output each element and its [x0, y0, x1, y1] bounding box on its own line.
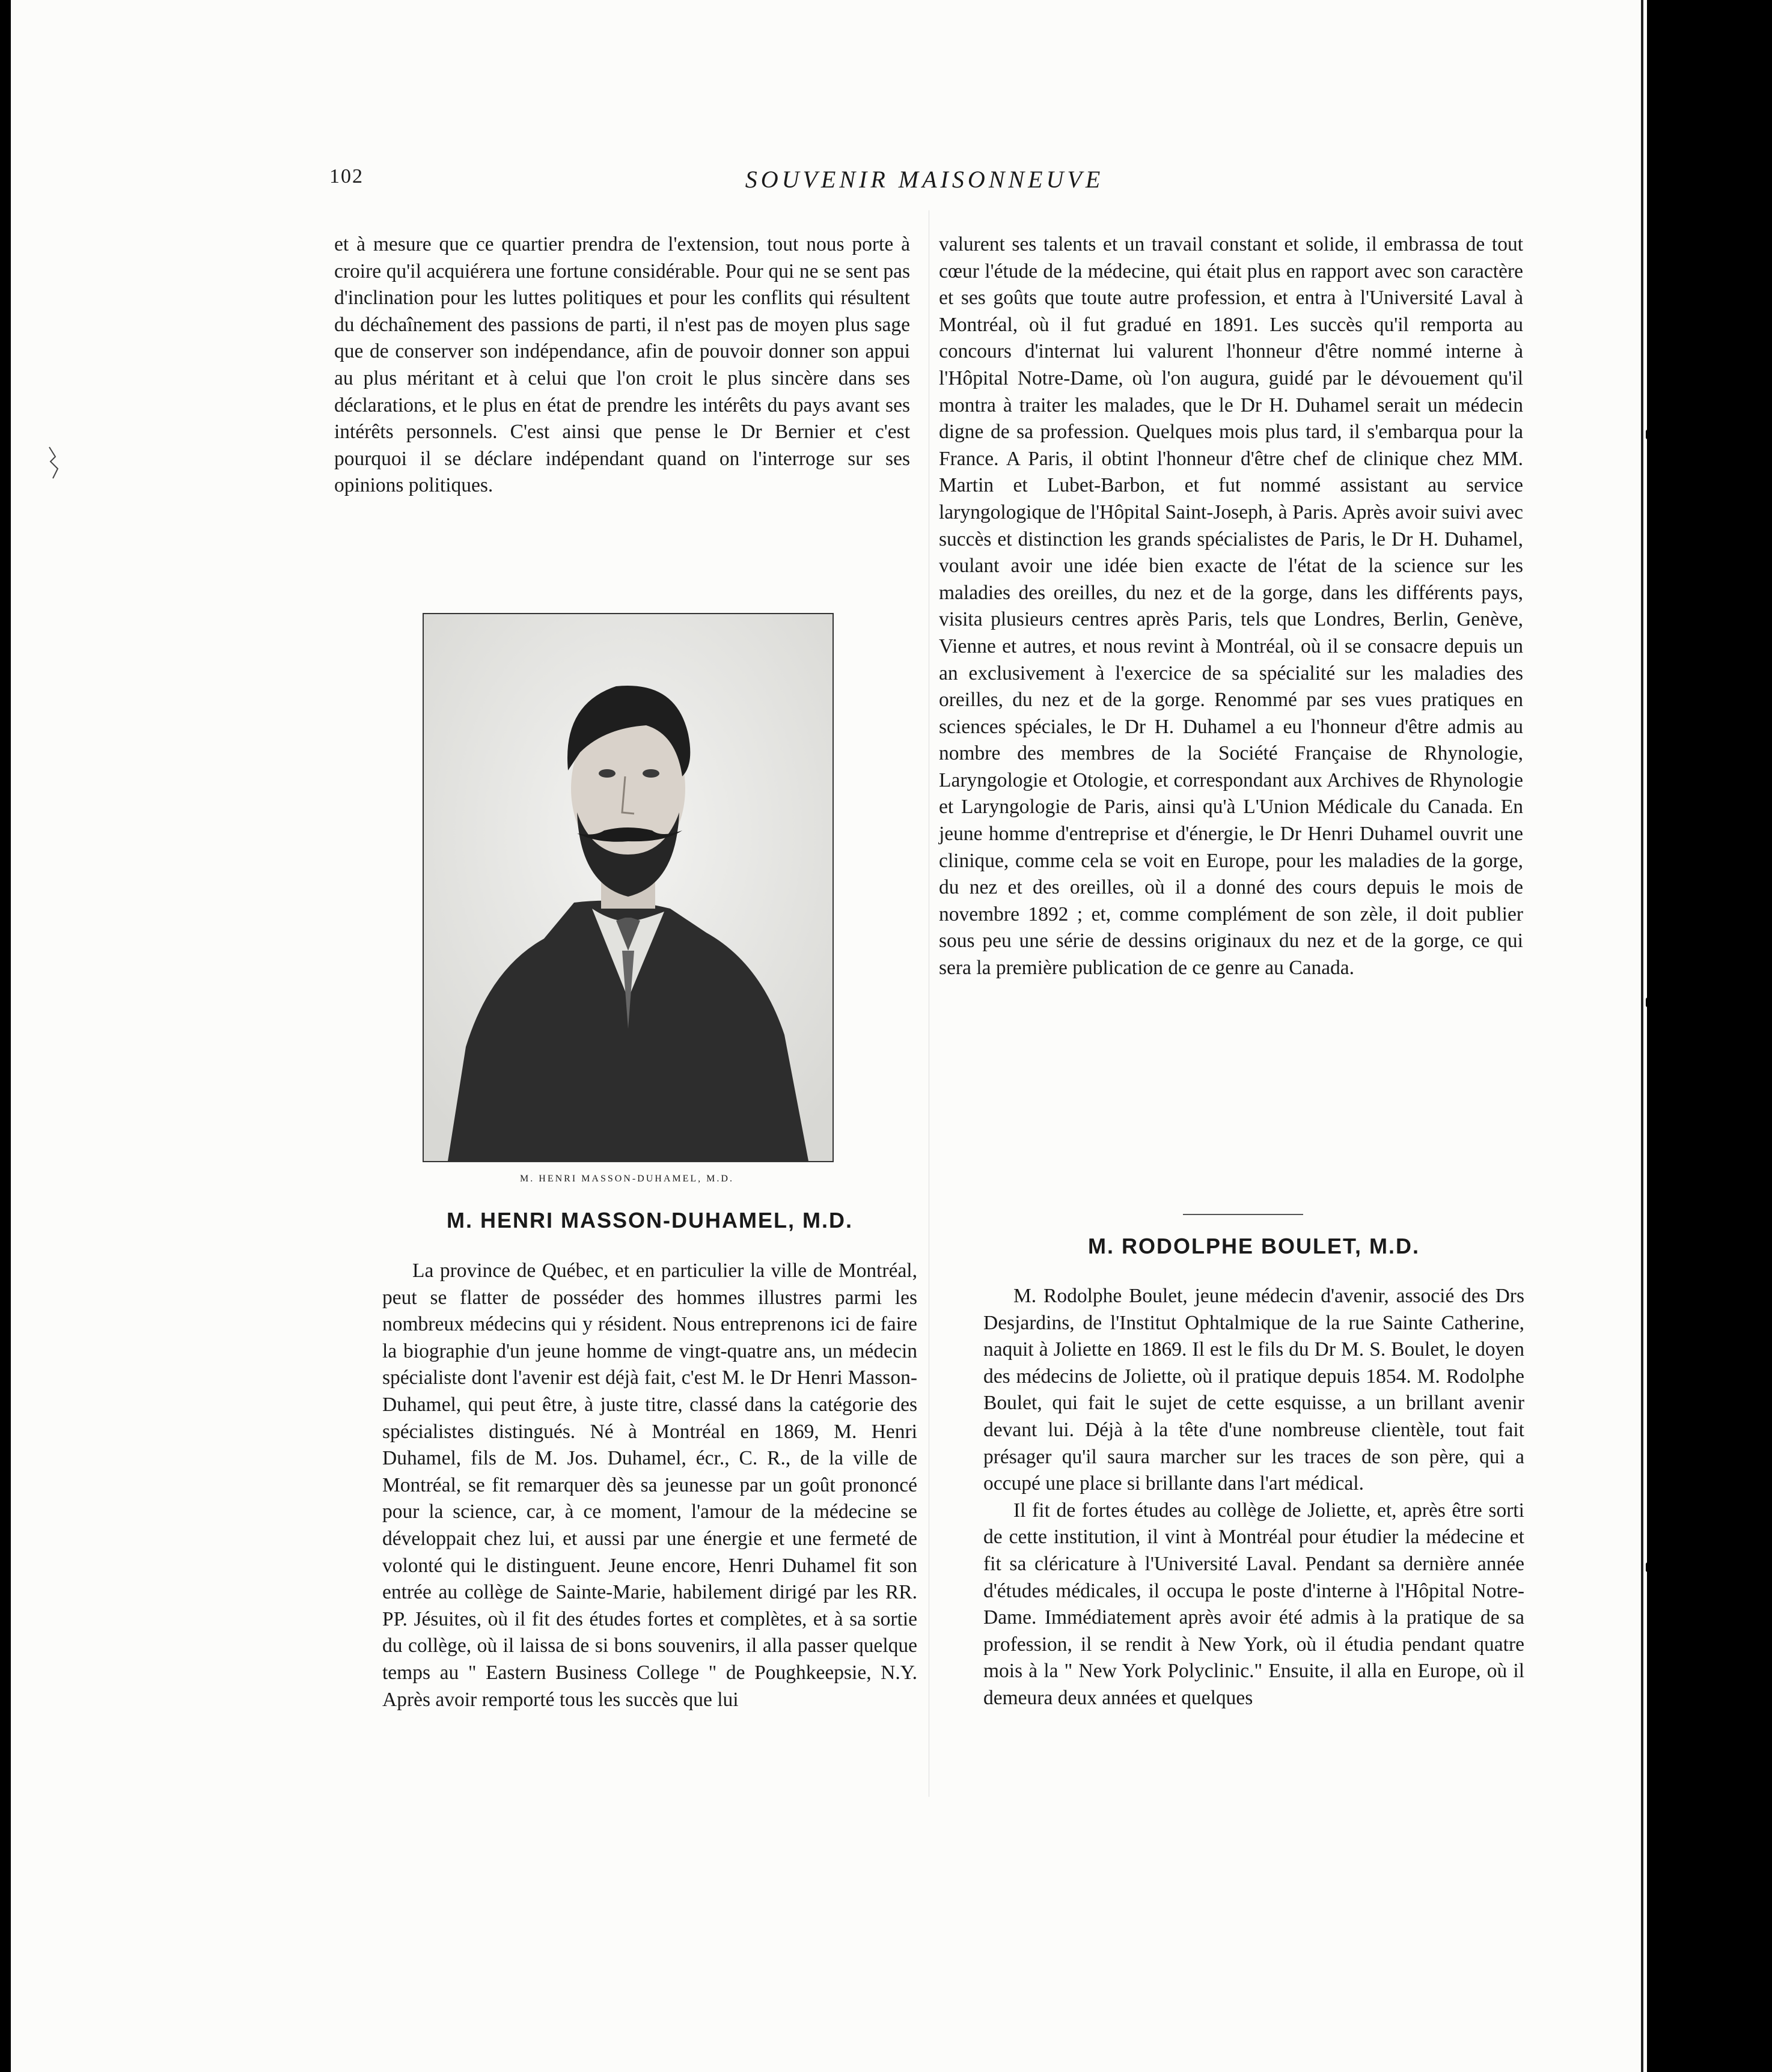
book-page [11, 0, 1647, 2072]
paragraph: et à mesure que ce quartier prendra de l'extension, tout nous porte à croire qu'il acquiérera une fortune considérable. Pour qui ne se sent pas d'inclination pour les luttes politiques et pour les conflits qui résultent du déchaînement des passions de parti, il n'est pas de moyen plus sage que de conserver son indépendance, afin de pouvoir donner son appui au plus méritant et à celui que l'on croit le plus sincère dans ses déclarations, et le plus en état de prendre les intérêts du pays avant ses intérêts personnels. C'est ainsi que pense le Dr Bernier et c'est pourquoi il se déclare indépendant quand on l'interroge sur ses opinions politiques. [334, 233, 910, 497]
page-number: 102 [329, 165, 364, 187]
right-column-bottom [983, 1283, 1524, 1712]
running-head [329, 165, 1520, 195]
portrait-photo [423, 613, 834, 1162]
portrait-caption: M. HENRI MASSON-DUHAMEL, M.D. [520, 1174, 734, 1184]
page-edge-line [1641, 0, 1643, 2072]
right-column-top [939, 231, 1523, 982]
left-column-bottom [382, 1258, 917, 1713]
running-title: SOUVENIR MAISONNEUVE [745, 166, 1104, 193]
section-rule [1183, 1214, 1303, 1215]
paragraph: M. Rodolphe Boulet, jeune médecin d'avenir, associé des Drs Desjardins, de l'Institut Ophtalmique de la rue Sainte Catherine, naquit à Joliette en 1869. Il est le fils du Dr M. S. Boulet, le doyen des médecins de Joliette, où il pratique depuis 1854. M. Rodolphe Boulet, qui fait le sujet de cette esquisse, a un brillant avenir devant lui. Déjà à la tête d'une nombreuse clientèle, tout fait présager qu'il saura marcher sur les traces de son père, qui a occupé une place si brillante dans l'art médical. [983, 1285, 1524, 1495]
scan-border [1647, 0, 1772, 2072]
margin-marks [47, 445, 65, 481]
paragraph: valurent ses talents et un travail constant et solide, il embrassa de tout cœur l'étude de la médecine, qui était plus en rapport avec son caractère et ses goûts que toute autre profession, et entra à l'Université Laval à Montréal, où il fut gradué en 1891. Les succès qu'il remporta au concours d'internat lui valurent l'honneur d'être nommé interne à l'Hôpital Notre-Dame, où l'on augura, guidé par le dévouement qu'il montra à traiter les malades, que le Dr H. Duhamel serait un médecin digne de sa profession. Quelques mois plus tard, il s'embarqua pour la France. A Paris, il obtint l'honneur d'être chef de clinique chez MM. Martin et Lubet-Barbon, et fut nommé assistant au service laryngologique de l'Hôpital Saint-Joseph, à Paris. Après avoir suivi avec succès et distinction les grands spécialistes de Paris, le Dr H. Duhamel, voulant avoir une idée bien exacte de l'état de la science sur les maladies des oreilles, du nez et de la gorge, dans les différents pays, visita plusieurs centres après Paris, tels que Londres, Berlin, Genève, Vienne et autres, et nous revint à Montréal, où il se consacre depuis un an exclusivement à l'exercice de sa spécialité sur les maladies des oreilles, du nez et de la gorge. Renommé par ses vues pratiques en sciences spéciales, le Dr H. Duhamel a eu l'honneur d'être admis au nombre des membres de la Société Française de Rhynologie, Laryngologie et Otologie, et correspondant aux Archives de Rhynologie et Laryngologie de Paris, ainsi qu'à L'Union Médicale du Canada. En jeune homme d'entreprise et d'énergie, le Dr Henri Duhamel ouvrit une clinique, comme cela se voit en Europe, pour les maladies de la gorge, du nez et des oreilles, où il a donné des cours depuis le mois de novembre 1892 ; et, comme complément de son zèle, il doit publier sous peu une série de dessins originaux du nez et de la gorge, ce qui sera la première publication de ce genre au Canada. [939, 233, 1523, 980]
paragraph: Il fit de fortes études au collège de Joliette, et, après être sorti de cette institution, il vint à Montréal pour étudier la médecine et fit sa cléricature à l'Université Laval. Pendant sa dernière année d'études médicales, il occupa le poste d'interne à l'Hôpital Notre-Dame. Immédiatement après avoir été admis à la pratique de sa profession, il se rendit à New York, où il étudia pendant quatre mois à la " New York Polyclinic." Ensuite, il alla en Europe, où il demeura deux années et quelques [983, 1499, 1524, 1709]
left-column-top [334, 231, 910, 499]
section-heading-boulet: M. RODOLPHE BOULET, M.D. [1088, 1234, 1420, 1258]
paragraph: La province de Québec, et en particulier la ville de Montréal, peut se flatter de posséder des hommes illustres parmi les nombreux médecins qui y résident. Nous entreprenons ici de faire la biographie d'un jeune homme de vingt-quatre ans, un médecin spécialiste dont l'avenir est déjà fait, c'est M. le Dr Henri Masson-Duhamel, qui peut être, à juste titre, classé dans la catégorie des spécialistes distingués. Né à Montréal en 1869, M. Henri Duhamel, fils de M. Jos. Duhamel, écr., C. R., de la ville de Montréal, se fit remarquer dès sa jeunesse par un goût prononcé pour la science, car, à ce moment, l'amour de la médecine se développait chez lui, et aussi par une énergie et une fermeté de volonté qui le distinguent. Jeune encore, Henri Duhamel fit son entrée au collège de Sainte-Marie, habilement dirigé par les RR. PP. Jésuites, où il fit des études fortes et complètes, et à sa sortie du collège, où il laissa de si bons souvenirs, il alla passer quelque temps au " Eastern Business College " de Poughkeepsie, N.Y. Après avoir remporté tous les succès que lui [382, 1260, 917, 1711]
section-heading-duhamel: M. HENRI MASSON-DUHAMEL, M.D. [447, 1208, 853, 1233]
